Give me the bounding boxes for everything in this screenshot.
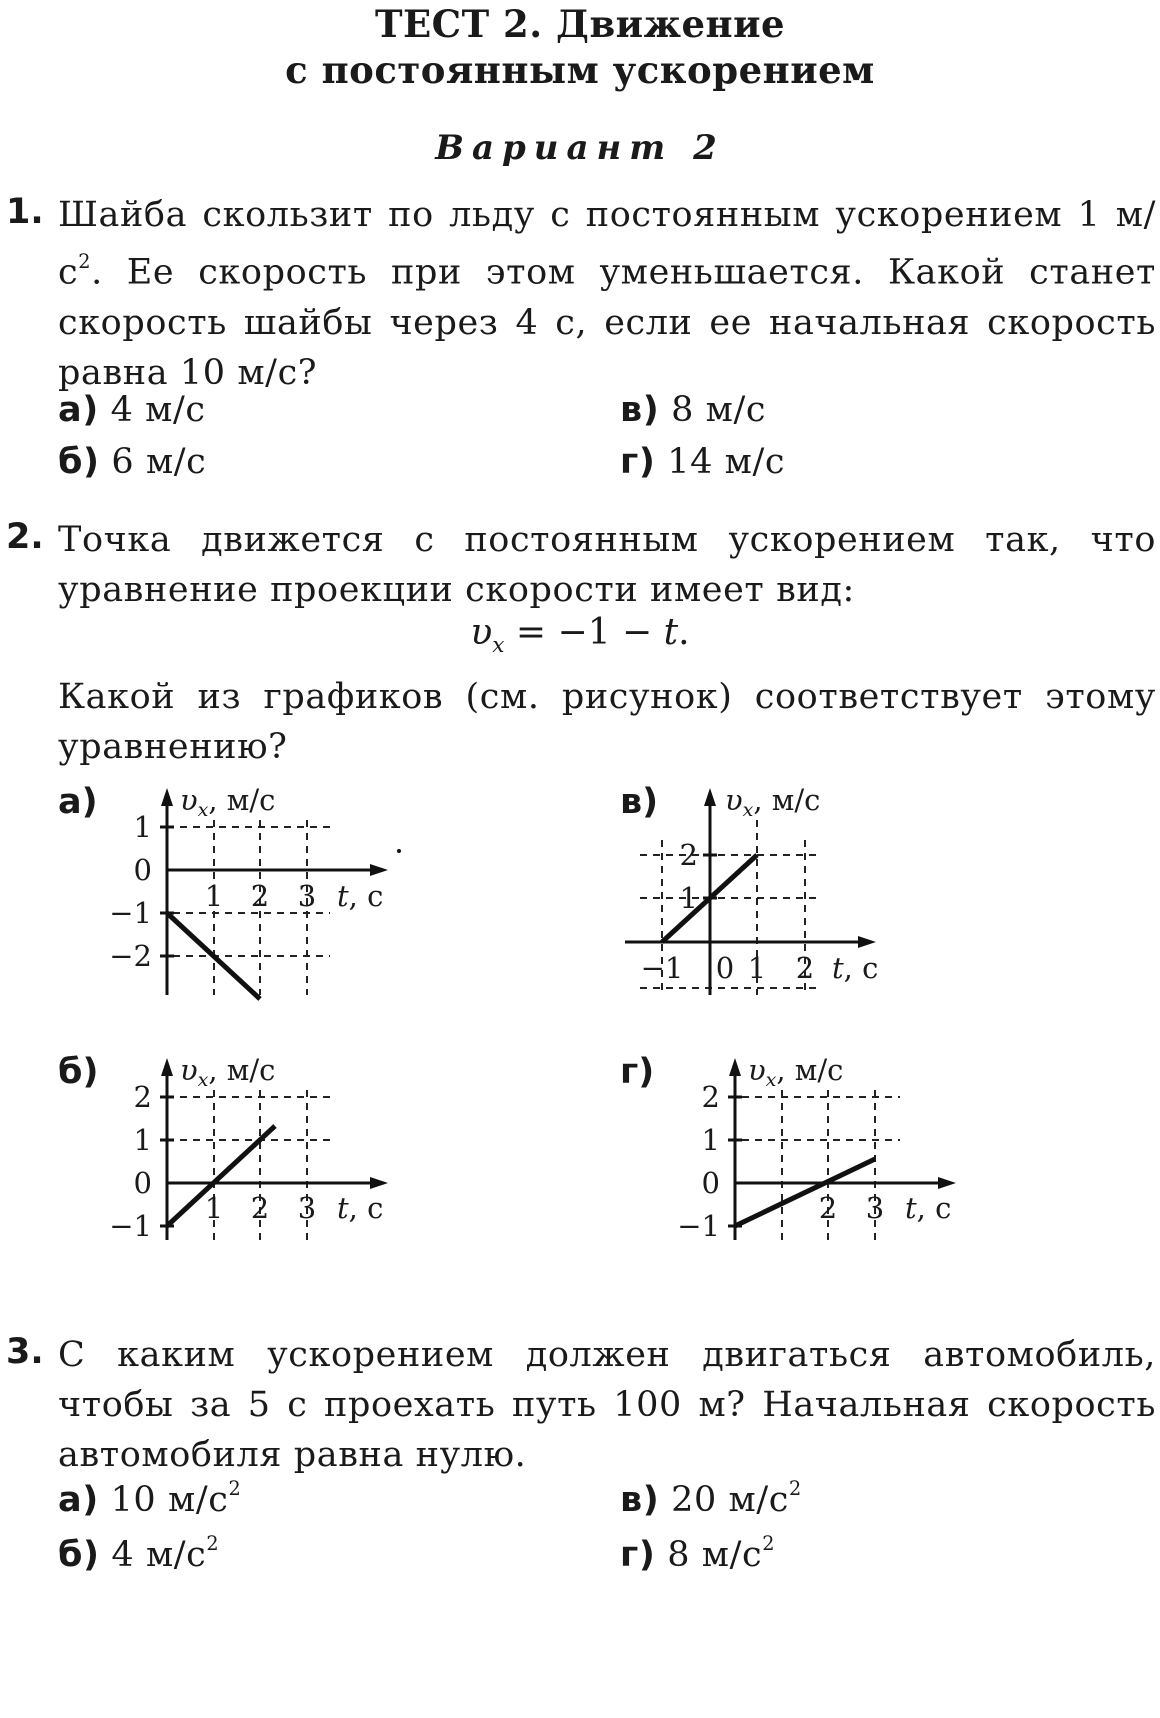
graph-v — [640, 780, 1000, 1010]
formula-end: . — [678, 612, 690, 653]
answer-value: 6 м/с — [111, 442, 207, 482]
formula-sub: x — [492, 633, 505, 659]
q3-answer-v — [620, 1477, 802, 1520]
y-tick-neg1: −1 — [677, 1209, 720, 1243]
x-tick-0: 0 — [715, 951, 735, 985]
answer-value: 8 м/с — [667, 1535, 763, 1575]
x-tick-3: 3 — [297, 879, 317, 913]
answer-value: 10 м/с — [110, 1480, 229, 1520]
formula-rest: = −1 − — [504, 612, 664, 653]
question-2-number: 2. — [6, 517, 44, 557]
x-axis-label: t, с — [337, 1191, 384, 1225]
y-tick-0: 0 — [701, 1166, 720, 1200]
answer-exponent: 2 — [762, 1532, 776, 1556]
title-line-2: с постоянным ускорением — [285, 48, 875, 92]
x-axis-label: t, с — [905, 1191, 952, 1225]
answer-label: а) — [58, 390, 99, 430]
x-tick-2: 2 — [795, 951, 815, 985]
x-tick-1: 1 — [747, 951, 767, 985]
y-axis-label: $\upsilon_x$, м/с — [180, 783, 276, 821]
q1-answer-g — [620, 442, 785, 482]
y-tick-1: 1 — [679, 881, 698, 915]
x-tick-neg1: −1 — [640, 951, 684, 985]
x-tick-2: 2 — [250, 879, 270, 913]
answer-value: 20 м/с — [671, 1480, 789, 1520]
question-1-number: 1. — [6, 192, 44, 232]
variant-label: Вариант 2 — [435, 128, 725, 168]
y-tick-2: 2 — [133, 1080, 152, 1114]
y-axis-label: $\upsilon_x$, м/с — [748, 1053, 844, 1091]
answer-label: б) — [58, 442, 100, 482]
q3-answer-b — [58, 1532, 220, 1575]
y-tick-1: 1 — [133, 1123, 152, 1157]
answer-label: в) — [620, 1480, 660, 1520]
graph-g — [677, 1050, 1130, 1260]
question-1-text-a: Шайба скользит по льду с постоянным ускорением 1 м/с — [58, 195, 1156, 293]
x-tick-1: 1 — [204, 879, 224, 913]
velocity-formula — [0, 612, 1160, 658]
y-axis-label: $\upsilon_x$, м/с — [180, 1053, 276, 1091]
question-3-number: 3. — [6, 1332, 44, 1372]
y-tick-0: 0 — [133, 1166, 152, 1200]
q3-answer-a — [58, 1477, 242, 1520]
graph-a-label: а) — [58, 782, 98, 822]
answer-value: 14 м/с — [667, 442, 786, 482]
x-tick-1: 1 — [204, 1191, 224, 1225]
y-tick-1: 1 — [133, 810, 152, 844]
q1-answer-a — [58, 390, 206, 430]
answer-value: 4 м/с — [110, 390, 206, 430]
y-tick-neg2: −2 — [109, 939, 152, 973]
graph-v-label: в) — [620, 782, 659, 822]
answer-label: б) — [58, 1535, 100, 1575]
question-2-text-2: Какой из графиков (см. рисунок) соответствует этому уравнению? — [58, 677, 1156, 767]
y-tick-2: 2 — [701, 1080, 720, 1114]
x-tick-3: 3 — [297, 1191, 317, 1225]
question-2-text: Точка движется с постоянным ускорением так, что уравнение проекции скорости имеет вид: — [58, 520, 1156, 610]
formula-v: υ — [470, 612, 493, 653]
question-1-text — [58, 190, 1156, 398]
answer-label: г) — [620, 442, 656, 482]
answer-exponent: 2 — [788, 1477, 802, 1501]
x-axis-label: t, с — [832, 951, 879, 985]
question-3-text: С каким ускорением должен двигаться автомобиль, чтобы за 5 с проехать путь 100 м? Начальная скорость автомобиля равна нулю. — [58, 1335, 1156, 1475]
question-1-exponent: 2 — [78, 250, 92, 274]
y-tick-0: 0 — [133, 853, 152, 887]
x-axis-label: t, с — [337, 879, 384, 913]
x-tick-2: 2 — [250, 1191, 270, 1225]
graph-g-label: г) — [620, 1052, 655, 1092]
answer-value: 8 м/с — [671, 390, 767, 430]
q1-answer-v — [620, 390, 766, 430]
answer-label: г) — [620, 1535, 656, 1575]
y-axis-label: $\upsilon_x$, м/с — [725, 783, 821, 821]
x-tick-3: 3 — [865, 1191, 885, 1225]
y-tick-1: 1 — [701, 1123, 720, 1157]
question-1-text-b: . Ее скорость при этом уменьшается. Какой станет скорость шайбы через 4 с, если ее начальная скорость равна 10 м/с? — [58, 252, 1156, 393]
answer-exponent: 2 — [228, 1477, 242, 1501]
q1-answer-b — [58, 442, 206, 482]
answer-exponent: 2 — [206, 1532, 220, 1556]
graph-b — [110, 1050, 550, 1260]
graph-g-line — [735, 1159, 875, 1226]
graph-b-label: б) — [58, 1052, 99, 1092]
formula-t: t — [663, 612, 679, 653]
y-tick-2: 2 — [679, 838, 698, 872]
answer-label: в) — [620, 390, 660, 430]
answer-label: а) — [58, 1480, 99, 1520]
y-tick-neg1: −1 — [109, 1209, 152, 1243]
q3-answer-g — [620, 1532, 776, 1575]
answer-value: 4 м/с — [111, 1535, 207, 1575]
x-tick-2: 2 — [818, 1191, 838, 1225]
title-line-1: ТЕСТ 2. Движение — [374, 2, 786, 46]
graph-a — [110, 780, 550, 1020]
y-tick-neg1: −1 — [109, 896, 152, 930]
